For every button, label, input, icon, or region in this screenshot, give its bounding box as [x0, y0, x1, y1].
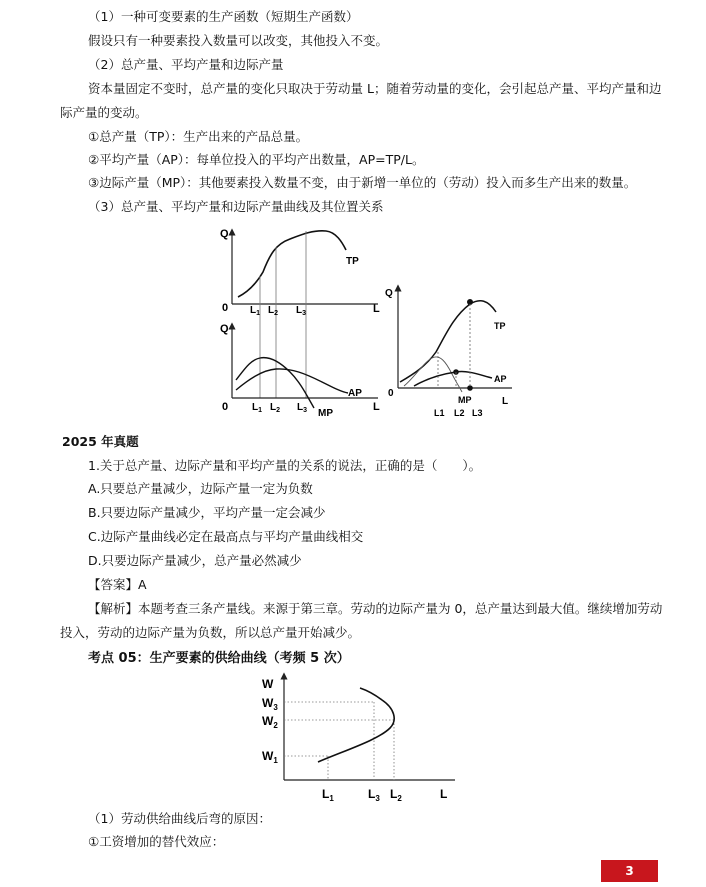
reason-1: ①工资增加的替代效应： — [88, 834, 225, 849]
fig3-l1-label: $L_1$ — [322, 787, 334, 803]
top-l-axis-label: L — [373, 303, 380, 315]
exam-analysis-a: 【解析】本题考查三条产量线。来源于第三章。劳动的边际产量为 0，总产量达到最大值。继续增加劳动 — [88, 601, 663, 616]
fig2-l1-label: L1 — [434, 408, 445, 418]
fig2-l3-label: L3 — [472, 408, 483, 418]
fig2-l2-label: L2 — [454, 408, 465, 418]
exam-option-a: A.只要总产量减少，边际产量一定为负数 — [88, 481, 313, 496]
figure-production-curves-right — [384, 282, 524, 422]
fig2-origin-label: 0 — [388, 388, 394, 399]
ap-curve — [236, 369, 348, 393]
kaodian-title: 考点 05：生产要素的供给曲线（考频 5 次） — [88, 651, 350, 666]
fig3-w1-label: $W_1$ — [262, 749, 278, 765]
def-ap: ②平均产量（AP）：每单位投入的平均产出数量，AP=TP/L。 — [88, 152, 425, 167]
exam-question: 1.关于总产量、边际产量和平均产量的关系的说法，正确的是（ ）。 — [88, 458, 482, 473]
page-number-badge: 3 — [601, 860, 658, 882]
fig3-l2-label: $L_2$ — [390, 787, 402, 803]
s2-text-a: 资本量固定不变时，总产量的变化只取决于劳动量 L；随着劳动量的变化，会引起总产量、平均产量和边 — [88, 81, 662, 96]
bottom-l2-label: $L_2$ — [270, 402, 281, 414]
exam-option-c: C.边际产量曲线必定在最高点与平均产量曲线相交 — [88, 529, 364, 544]
bottom-l3-label: $L_3$ — [297, 402, 308, 414]
fig2-q-label: Q — [385, 288, 393, 299]
mp-curve — [236, 358, 314, 408]
s2-title: （2）总产量、平均产量和边际产量 — [88, 57, 284, 72]
top-origin-label: 0 — [222, 302, 229, 314]
fig3-w-label: W — [262, 677, 274, 691]
figure-production-curves-left — [218, 222, 388, 420]
fig3-supply-curve — [318, 688, 394, 762]
fig2-ap-label: AP — [494, 374, 507, 384]
fig2-ap-curve — [414, 372, 492, 386]
s2-text-b: 际产量的变动。 — [60, 105, 148, 120]
s1-title: （1）一种可变要素的生产函数（短期生产函数） — [88, 9, 359, 24]
exam-answer: 【答案】A — [88, 577, 147, 592]
fig3-w2-label: $W_2$ — [262, 714, 278, 730]
def-mp: ③边际产量（MP）：其他要素投入数量不变，由于新增一单位的（劳动）投入而多生产出来的数量。 — [88, 175, 637, 190]
bottom-l1-label: $L_1$ — [252, 402, 263, 414]
mp-label: MP — [318, 408, 333, 419]
fig3-w3-label: $W_3$ — [262, 696, 278, 712]
exam-option-b: B.只要边际产量减少，平均产量一定会减少 — [88, 505, 326, 520]
ap-label: AP — [348, 388, 362, 399]
tp-curve — [238, 231, 346, 297]
fig2-mp-label: MP — [458, 395, 472, 405]
bottom-q-label: Q — [220, 323, 229, 335]
exam-analysis-b: 投入，劳动的边际产量为负数，所以总产量开始减少。 — [60, 625, 361, 640]
s1-text: 假设只有一种要素投入数量可以改变，其他投入不变。 — [88, 33, 389, 48]
top-l1-label: $L_1$ — [250, 305, 261, 317]
exam-option-d: D.只要边际产量减少，总产量必然减少 — [88, 553, 302, 568]
top-l3-label: $L_3$ — [296, 305, 307, 317]
exam-year-title: 2025 年真题 — [62, 434, 139, 449]
def-tp: ①总产量（TP）：生产出来的产品总量。 — [88, 129, 309, 144]
s3-title: （3）总产量、平均产量和边际产量曲线及其位置关系 — [88, 199, 384, 214]
fig2-tp-curve — [400, 301, 496, 382]
figure-labor-supply-curve — [250, 670, 460, 810]
bottom-l-axis-label: L — [373, 401, 380, 413]
top-q-label: Q — [220, 228, 229, 240]
fig2-l-axis-label: L — [502, 396, 509, 407]
fig3-l3-label: $L_3$ — [368, 787, 380, 803]
reason-title: （1）劳动供给曲线后弯的原因： — [88, 811, 271, 826]
bottom-origin-label: 0 — [222, 401, 229, 413]
tp-label: TP — [346, 256, 359, 267]
top-l2-label: $L_2$ — [268, 305, 279, 317]
fig2-tp-label: TP — [494, 321, 506, 331]
fig3-l-axis-label: L — [440, 787, 448, 801]
